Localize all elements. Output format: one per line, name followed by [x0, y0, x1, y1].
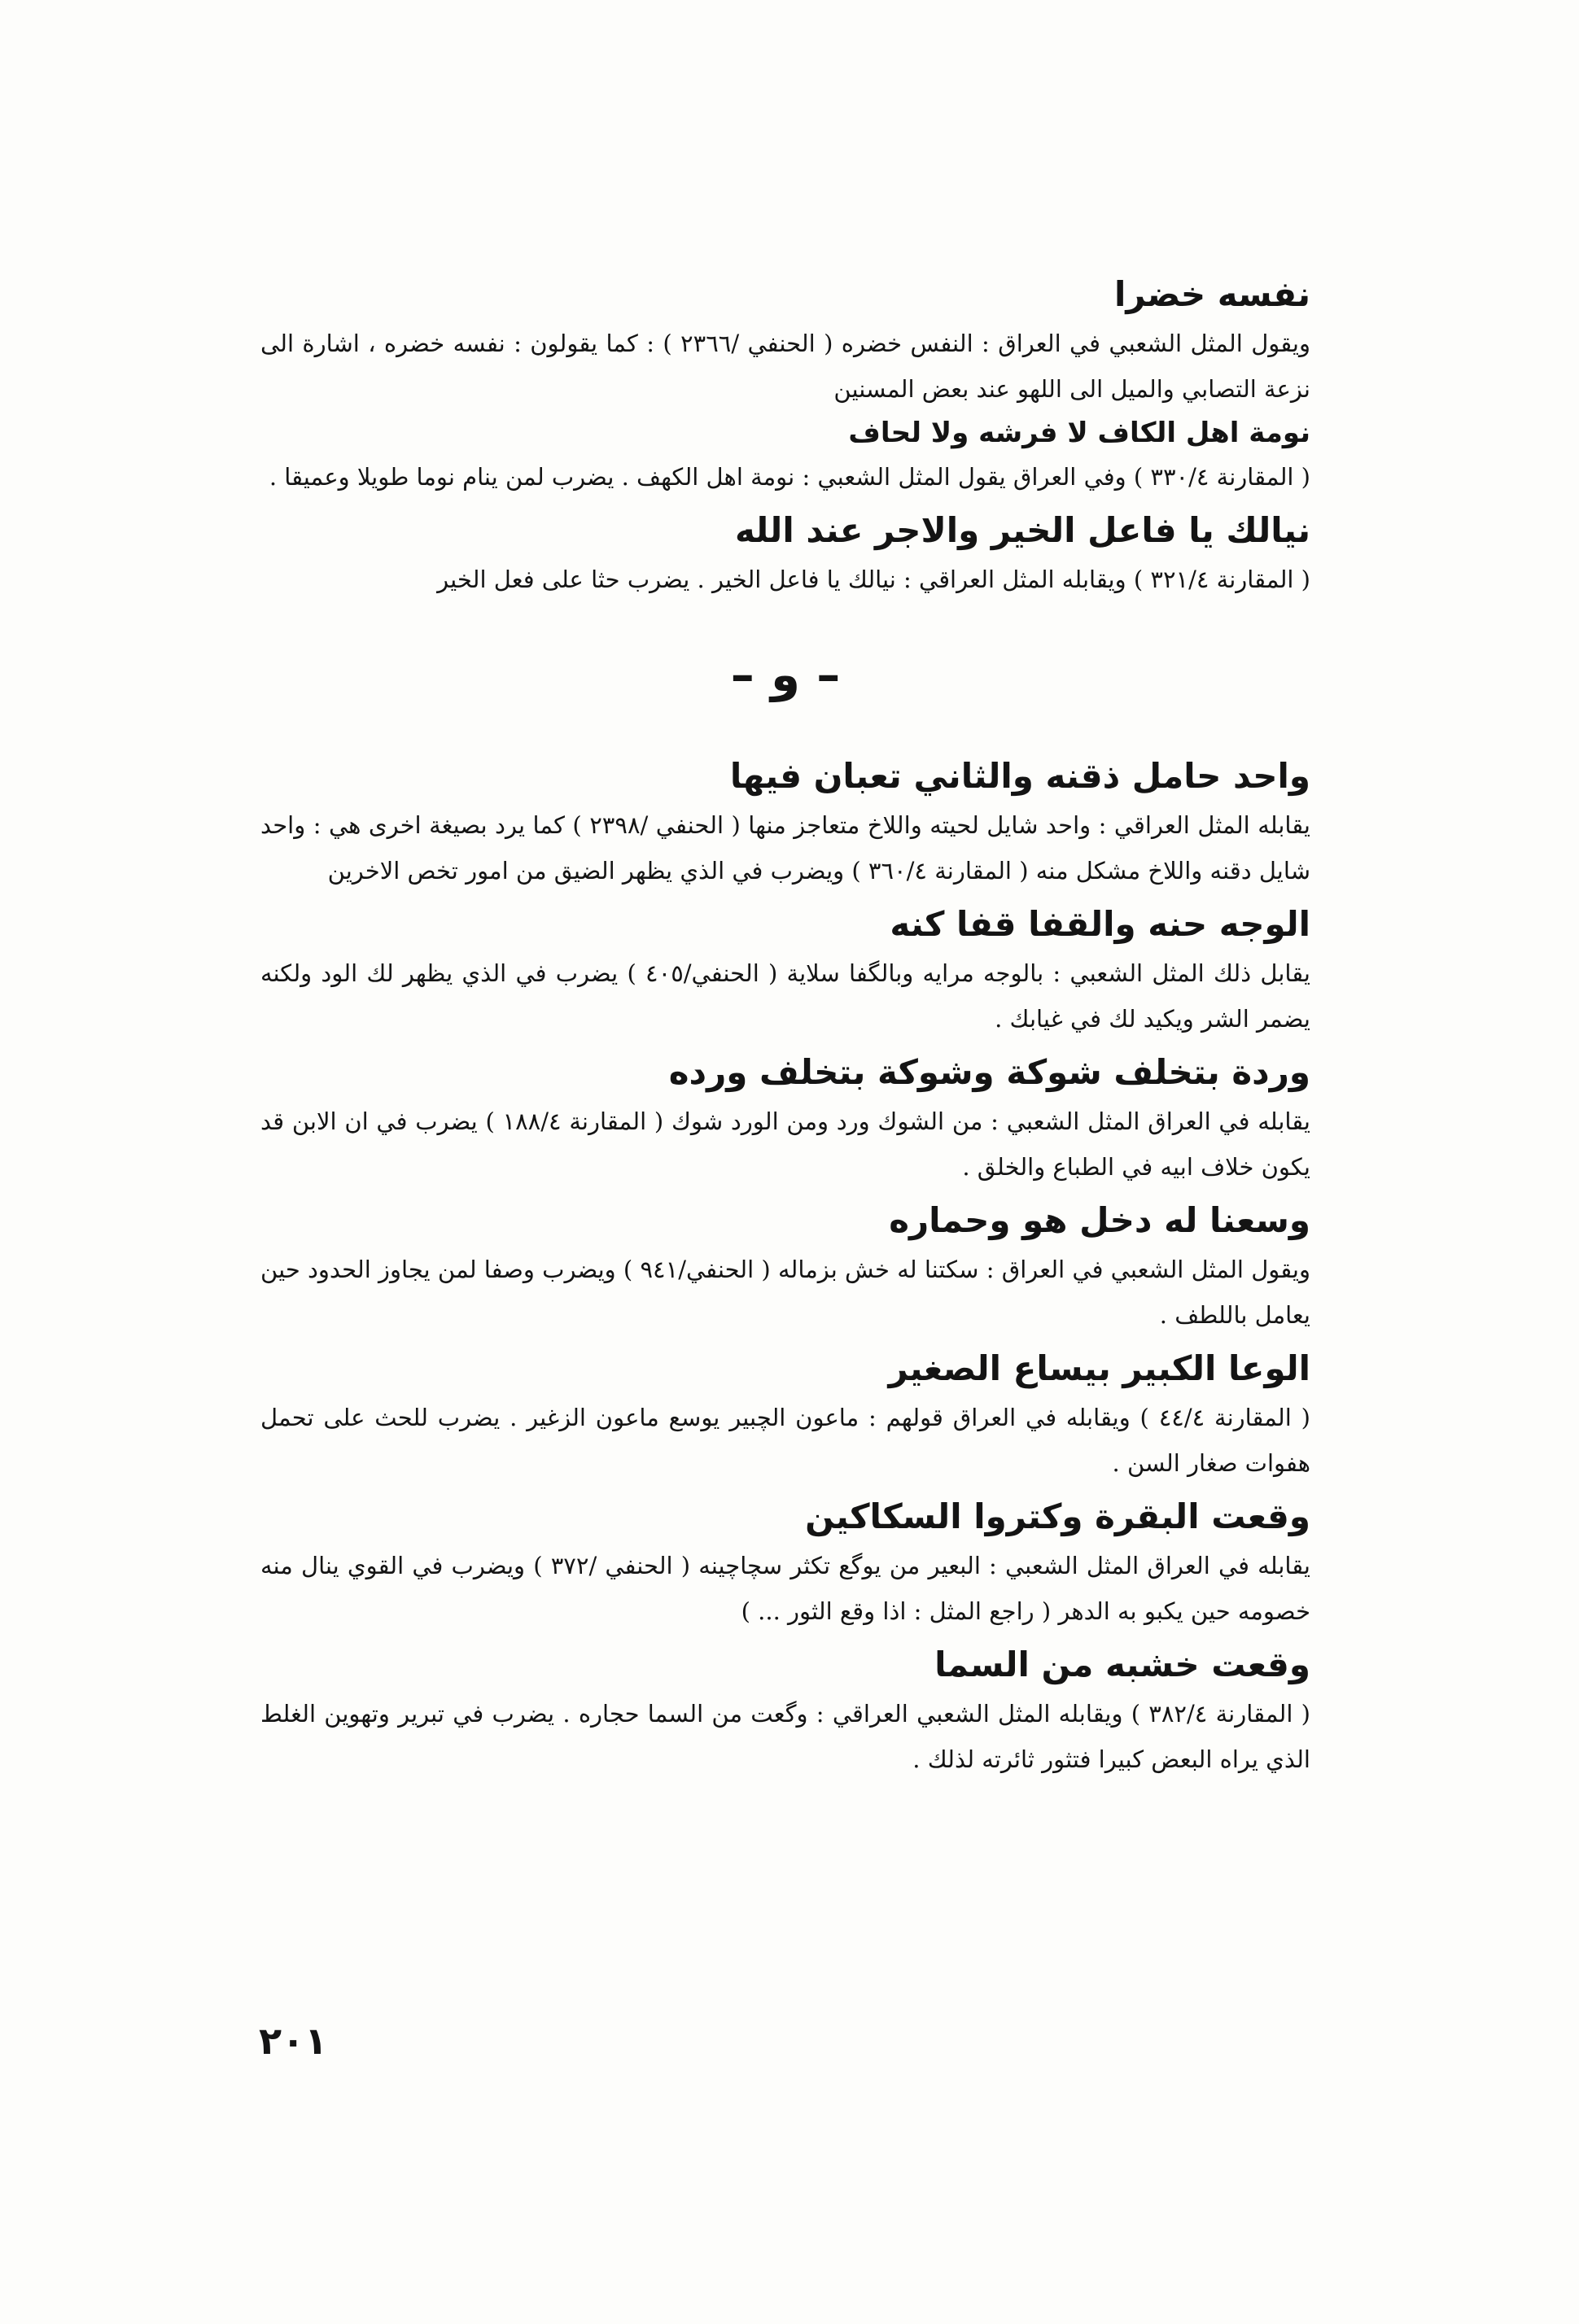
page-number: ٢٠١ — [259, 2019, 328, 2063]
entry-nawmat-ahl-alkaf — [260, 412, 1310, 500]
entry-alwajh-hinnah — [260, 898, 1310, 1042]
entry-warda-btkhallif-shawka — [260, 1046, 1310, 1190]
entry-body: ويقول المثل الشعبي في العراق : النفس خضره ( الحنفي /٢٣٦٦ ) : كما يقولون : نفسه خضره ، اشارة الى نزعة التصابي والميل الى اللهو عند بعض المسنين — [260, 330, 1310, 403]
entry-waqaat-khashaba — [260, 1639, 1310, 1782]
entry-title: نفسه خضرا — [1113, 274, 1310, 314]
entry-alwia-alkabir — [260, 1343, 1310, 1486]
entry-wasana-lah — [260, 1195, 1310, 1338]
entry-body: يقابله المثل العراقي : واحد شايل لحيته واللاخ متعاجز منها ( الحنفي /٢٣٩٨ ) كما يرد بصيغة اخرى هي : واحد شايل دقنه واللاخ مشكل منه ( المقارنة ٣٦٠/٤ ) ويضرب في الذي يظهر الضيق من امور تخص الاخرين — [260, 811, 1310, 885]
entry-title: وقعت خشبه من السما — [934, 1645, 1310, 1684]
entry-body: يقابله في العراق المثل الشعبي : البعير من يوگع تكثر سچاچينه ( الحنفي /٣٧٢ ) ويضرب في القوي ينال منه خصومه حين يكبو به الدهر ( راجع المثل : اذا وقع الثور ... ) — [260, 1552, 1310, 1625]
entry-body: ( المقارنة ٤٤/٤ ) ويقابله في العراق قولهم : ماعون الچبير يوسع ماعون الزغير . يضرب للحث على تحمل هفوات صغار السن . — [260, 1404, 1310, 1477]
entry-body: يقابل ذلك المثل الشعبي : بالوجه مرايه وبالگفا سلاية ( الحنفي/٤٠٥ ) يضرب في الذي يظهر لك الود ولكنه يضمر الشر ويكيد لك في غيابك . — [260, 959, 1310, 1033]
entry-title: نيالك يا فاعل الخير والاجر عند الله — [734, 510, 1310, 550]
entry-nafsuh-khadra — [260, 269, 1310, 412]
entry-body: ( المقارنة ٣٢١/٤ ) ويقابله المثل العراقي : نيالك يا فاعل الخير . يضرب حثا على فعل الخير — [437, 566, 1310, 593]
text-column — [260, 269, 1310, 1787]
entry-title: الوعا الكبير بيساع الصغير — [888, 1348, 1310, 1388]
entry-title: نومة اهل الكاف لا فرشه ولا لحاف — [848, 417, 1310, 449]
entry-wahid-hamil-dhaqnuh — [260, 750, 1310, 893]
entry-nayalak-ya-fael-alkhair — [260, 505, 1310, 602]
entry-body: ويقول المثل الشعبي في العراق : سكتنا له خش بزماله ( الحنفي/٩٤١ ) ويضرب وصفا لمن يجاوز الحدود حين يعامل باللطف . — [260, 1256, 1311, 1329]
entry-title: وقعت البقرة وكتروا السكاكين — [805, 1496, 1310, 1536]
section-heading-waw: – و – — [730, 647, 841, 702]
entry-title: واحد حامل ذقنه والثاني تعبان فيها — [729, 756, 1310, 796]
entry-title: وردة بتخلف شوكة وشوكة بتخلف ورده — [668, 1052, 1310, 1092]
entry-body: يقابله في العراق المثل الشعبي : من الشوك ورد ومن الورد شوك ( المقارنة ١٨٨/٤ ) يضرب في ان الابن قد يكون خلاف ابيه في الطباع والخلق . — [260, 1107, 1310, 1181]
entry-waqaat-albaqara — [260, 1491, 1310, 1634]
entry-title: وسعنا له دخل هو وحماره — [889, 1200, 1310, 1240]
entry-title: الوجه حنه والقفا قفا كنه — [890, 904, 1310, 944]
entry-body: ( المقارنة ٣٨٢/٤ ) ويقابله المثل الشعبي العراقي : وگعت من السما حجاره . يضرب في تبرير وتهوين الغلط الذي يراه البعض كبيرا فتثور ثائرته لذلك . — [260, 1700, 1310, 1773]
entry-body: ( المقارنة ٣٣٠/٤ ) وفي العراق يقول المثل الشعبي : نومة اهل الكهف . يضرب لمن ينام نوما طويلا وعميقا . — [269, 463, 1310, 491]
